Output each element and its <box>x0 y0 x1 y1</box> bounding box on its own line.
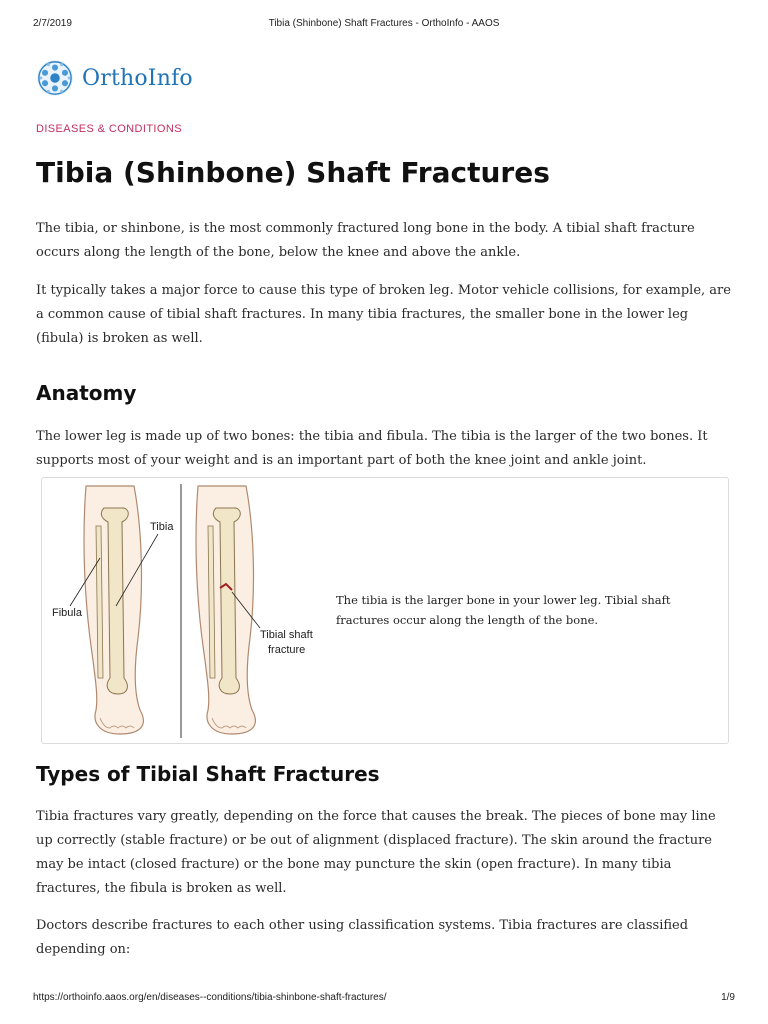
types-heading: Types of Tibial Shaft Fractures <box>36 762 380 786</box>
anatomy-paragraph: The lower leg is made up of two bones: the tibia and fibula. The tibia is the larger of the two bones. It supports most of your weight and is an important part of both the knee joint and ankle joint. <box>36 429 708 468</box>
orthoinfo-logo[interactable] <box>36 58 193 98</box>
print-footer <box>0 992 768 1006</box>
anatomy-figure <box>41 477 729 744</box>
page-title: Tibia (Shinbone) Shaft Fractures <box>36 156 550 189</box>
intro-paragraph-2: It typically takes a major force to cause this type of broken leg. Motor vehicle collisions, for example, are a common cause of tibial shaft fractures. In many tibia fractures, the smaller bone in the lower leg (fibula) is broken as well. <box>36 283 731 346</box>
label-fracture-line2: fracture <box>268 644 306 656</box>
label-fracture-line1: Tibial shaft <box>260 629 313 641</box>
figure-caption: The tibia is the larger bone in your lower leg. Tibial shaft fractures occur along the length of the bone. <box>336 593 671 627</box>
intro-paragraph-1: The tibia, or shinbone, is the most commonly fractured long bone in the body. A tibial shaft fracture occurs along the length of the bone, below the knee and above the ankle. <box>36 221 695 260</box>
breadcrumb-category[interactable]: DISEASES & CONDITIONS <box>36 123 182 135</box>
print-header <box>0 18 768 32</box>
anatomy-heading: Anatomy <box>36 381 137 405</box>
label-tibia: Tibia <box>150 521 174 533</box>
types-paragraph-1: Tibia fractures vary greatly, depending on the force that causes the break. The pieces of bone may line up correctly (stable fracture) or be out of alignment (displaced fracture). The skin around the fracture may be intact (closed fracture) or the bone may puncture the skin (open fracture). In many tibia fractures, the fibula is broken as well. <box>36 809 716 896</box>
logo-text: OrthoInfo <box>82 65 193 91</box>
types-paragraph-2: Doctors describe fractures to each other using classification systems. Tibia fractures are classified depending on: <box>36 918 689 957</box>
print-title: Tibia (Shinbone) Shaft Fractures - OrthoInfo - AAOS <box>268 18 500 29</box>
label-fibula: Fibula <box>52 607 82 619</box>
page-number: 1/9 <box>721 992 735 1003</box>
lower-leg-illustration <box>42 478 332 743</box>
orthoinfo-logo-icon <box>36 59 74 97</box>
print-url: https://orthoinfo.aaos.org/en/diseases--conditions/tibia-shinbone-shaft-fractures/ <box>33 992 387 1003</box>
print-date: 2/7/2019 <box>33 18 72 29</box>
